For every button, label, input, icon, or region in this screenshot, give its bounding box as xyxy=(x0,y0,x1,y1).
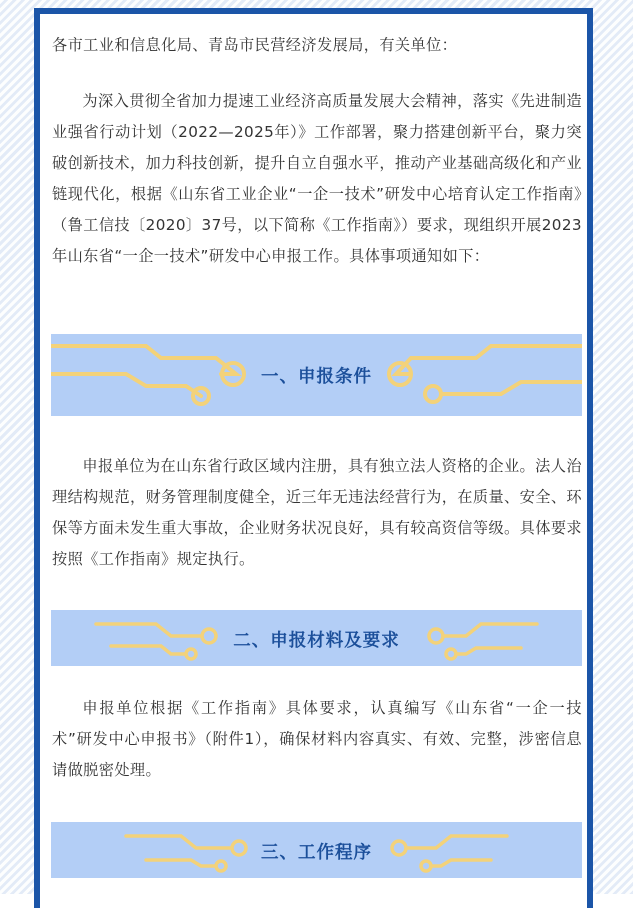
intro-paragraph: 为深入贯彻全省加力提速工业经济高质量发展大会精神，落实《先进制造业强省行动计划（2022—2025年）》工作部署，聚力搭建创新平台，聚力突破创新技术，加力科技创新，提升自立自强水平，推动产业基础高级化和产业链现代化，根据《山东省工业企业“一企一技术”研发中心培育认定工作指南》（鲁工信技〔2020〕37号，以下简称《工作指南》）要求，现组织开展2023年山东省“一企一技术”研发中心申报工作。具体事项通知如下： xyxy=(52,92,582,265)
salutation: 各市工业和信息化局、青岛市民营经济发展局，有关单位： xyxy=(52,36,458,54)
section-heading-2: 二、申报材料及要求 xyxy=(233,631,400,651)
section-banner-3 xyxy=(51,822,582,878)
section-heading-1: 一、申报条件 xyxy=(261,367,372,387)
section-banner-1 xyxy=(51,334,582,416)
section-1-body: 申报单位为在山东省行政区域内注册，具有独立法人资格的企业。法人治理结构规范，财务管理制度健全，近三年无违法经营行为，在质量、安全、环保等方面未发生重大事故，企业财务状况良好，具有较高资信等级。具体要求按照《工作指南》规定执行。 xyxy=(52,457,582,568)
section-2-body: 申报单位根据《工作指南》具体要求，认真编写《山东省“一企一技术”研发中心申报书》（附件1），确保材料内容真实、有效、完整，涉密信息请做脱密处理。 xyxy=(52,699,582,779)
section-heading-3: 三、工作程序 xyxy=(261,843,372,863)
section-banner-2 xyxy=(51,610,582,666)
